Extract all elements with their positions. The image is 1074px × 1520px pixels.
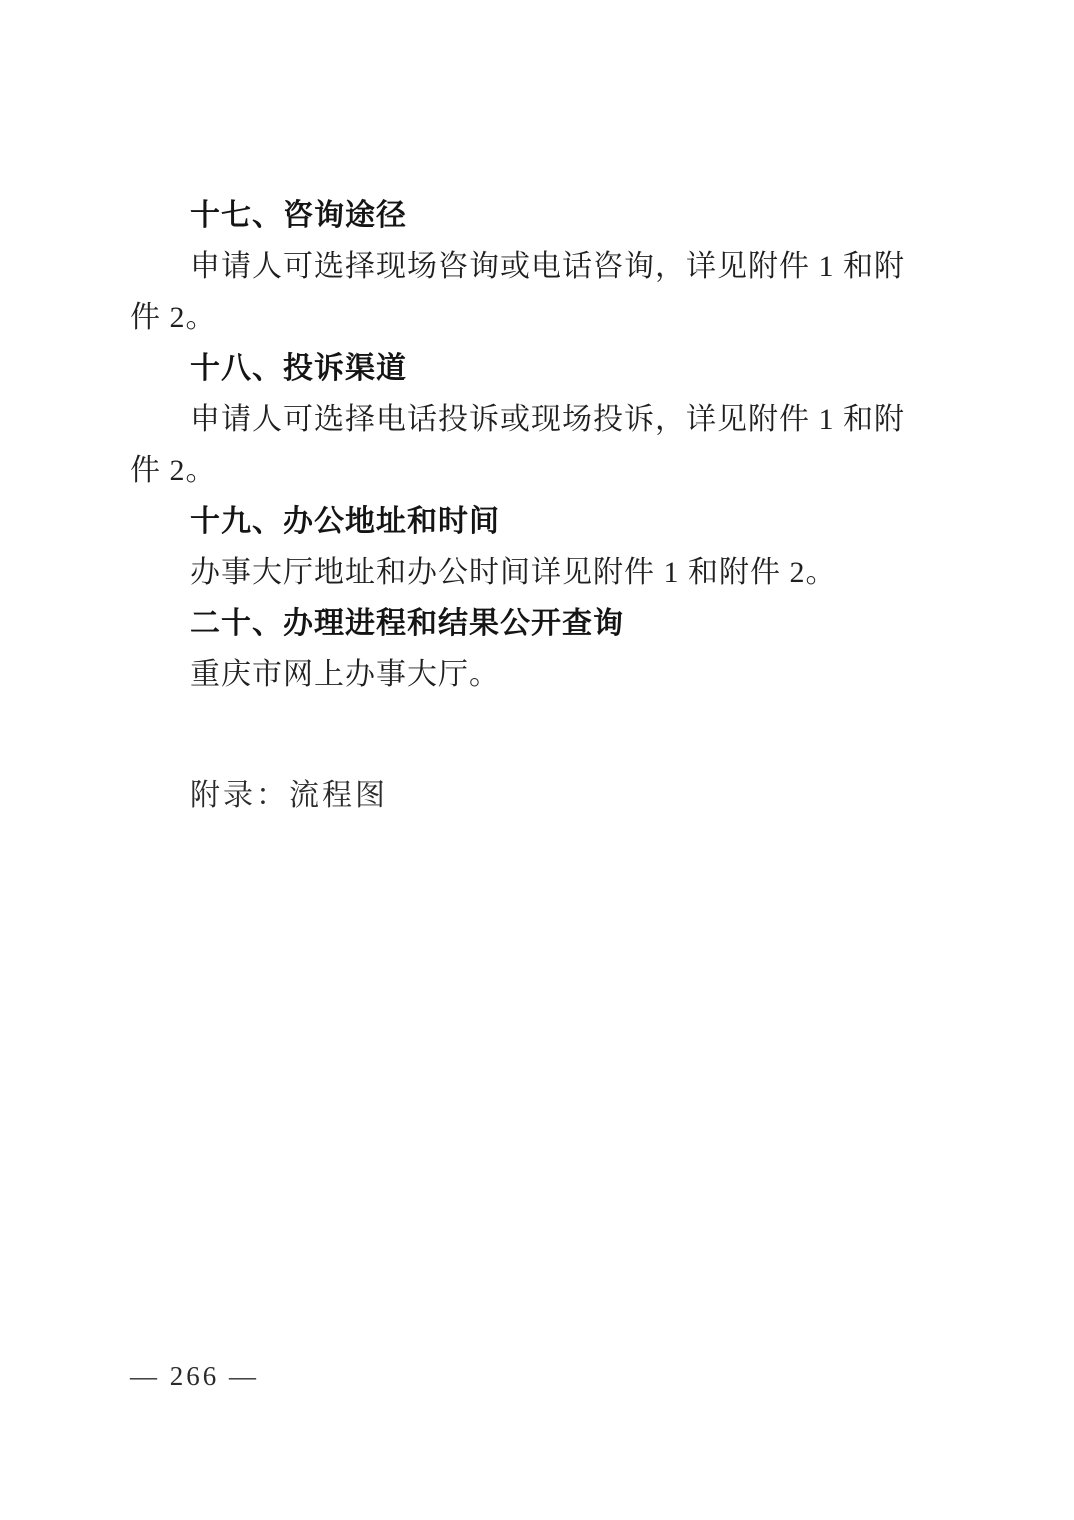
page-number: — 266 — — [130, 1361, 259, 1391]
section-19-heading: 十九、办公地址和时间 — [190, 505, 500, 538]
section-19-paragraph: 办事大厅地址和办公时间详见附件 1 和附件 2。 — [190, 556, 837, 589]
section-18-paragraph: 申请人可选择电话投诉或现场投诉，详见附件 1 和附件 2。 — [130, 403, 905, 487]
section-17 — [130, 190, 924, 343]
section-20 — [130, 598, 924, 700]
section-18 — [130, 343, 924, 496]
document-content — [130, 190, 924, 821]
section-17-paragraph: 申请人可选择现场咨询或电话咨询，详见附件 1 和附件 2。 — [130, 250, 905, 334]
appendix-note: 附录：流程图 — [190, 779, 388, 812]
section-18-heading: 十八、投诉渠道 — [190, 352, 407, 385]
section-20-paragraph: 重庆市网上办事大厅。 — [190, 658, 500, 691]
section-17-heading: 十七、咨询途径 — [190, 199, 407, 232]
section-20-heading: 二十、办理进程和结果公开查询 — [190, 607, 624, 640]
section-19 — [130, 496, 924, 598]
